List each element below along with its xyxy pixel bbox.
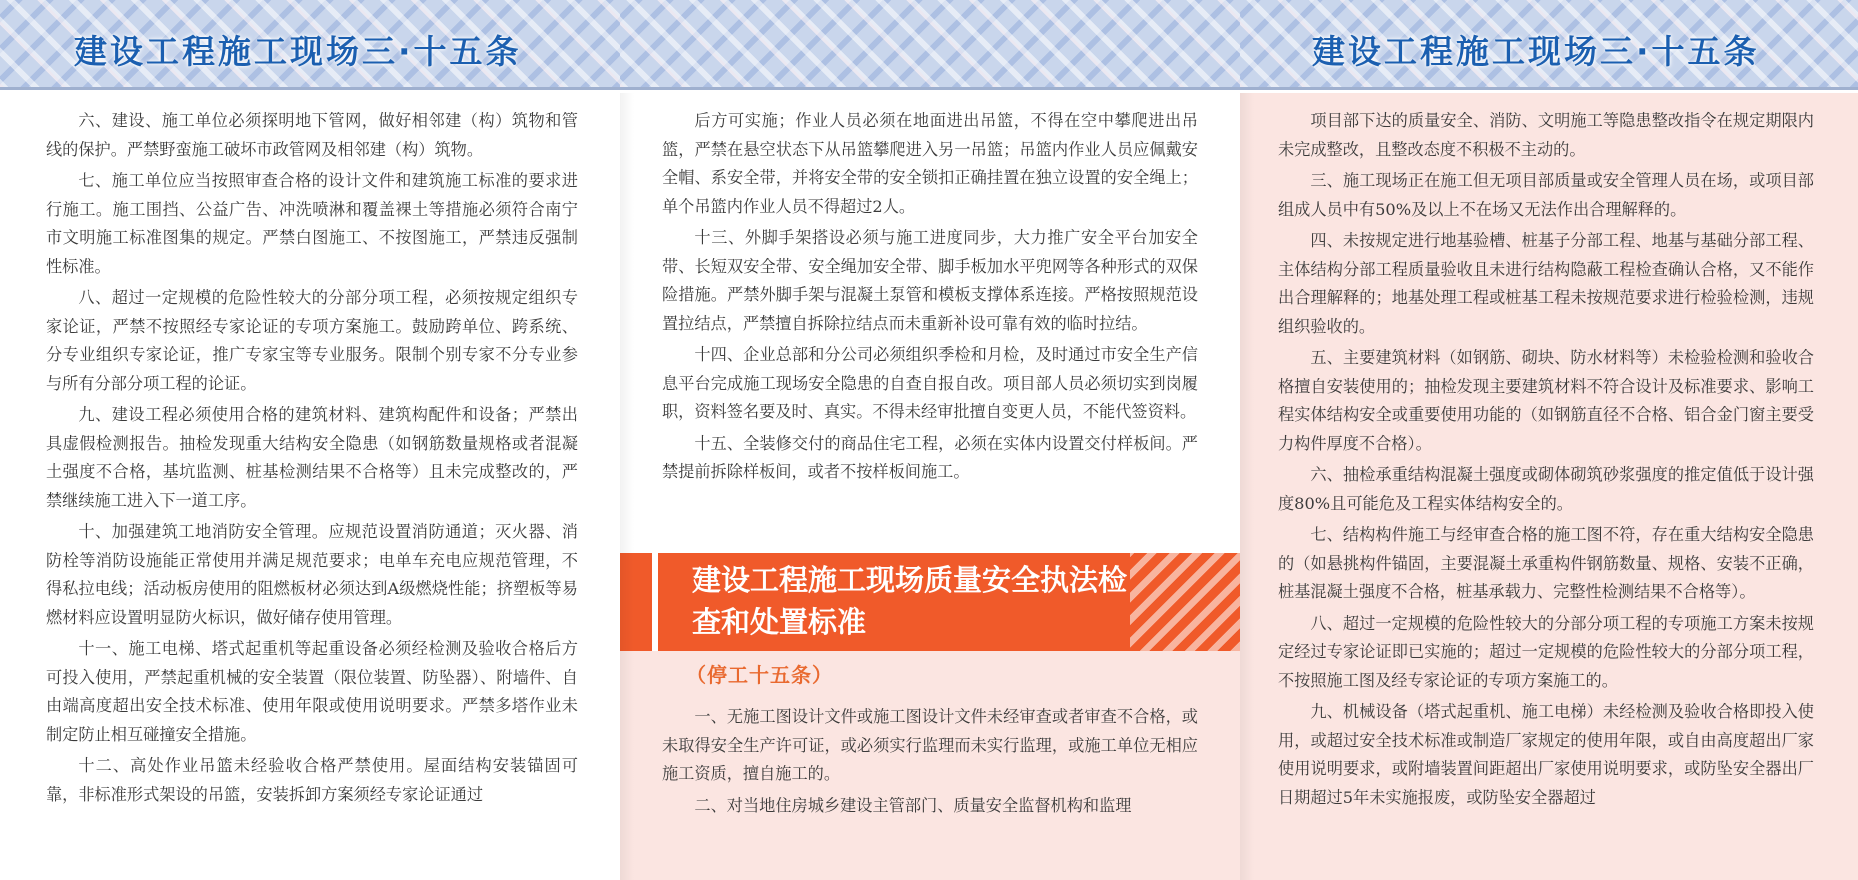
panel-middle — [620, 93, 1240, 880]
paragraph: 六、建设、施工单位必须探明地下管网，做好相邻建（构）筑物和管线的保护。严禁野蛮施工破坏市政管网及相邻建（构）筑物。 — [46, 111, 578, 159]
top-banner-left — [0, 0, 620, 90]
paragraph: 六、抽检承重结构混凝土强度或砌体砌筑砂浆强度的推定值低于设计强度80%且可能危及工程实体结构安全的。 — [1278, 465, 1814, 513]
paragraph: 九、机械设备（塔式起重机、施工电梯）未经检测及验收合格即投入使用，或超过安全技术标准或制造厂家规定的使用年限，或自由高度超出厂家使用说明要求，或附墙装置间距超出厂家使用说明要求，或防坠安全器出厂日期超过5年未实施报废，或防坠安全器超过 — [1278, 702, 1814, 807]
heading-accent-strip — [652, 553, 658, 651]
banner-title-right: 建设工程施工现场三·十五条 — [1312, 32, 1760, 71]
paragraph: 十、加强建筑工地消防安全管理。应规范设置消防通道；灭火器、消防栓等消防设施能正常使用并满足规范要求；电单车充电应规范管理，不得私拉电线；活动板房使用的阻燃板材必须达到A级燃烧性能；挤塑板等易燃材料应设置明显防火标识，做好储存使用管理。 — [46, 522, 578, 627]
paragraph: 八、超过一定规模的危险性较大的分部分项工程，必须按规定组织专家论证，严禁不按照经专家论证的专项方案施工。鼓励跨单位、跨系统、分专业组织专家论证，推广专家宝等专业服务。限制个别专家不分专业参与所有分部分项工程的论证。 — [46, 288, 578, 393]
paragraph: 一、无施工图设计文件或施工图设计文件未经审查或者审查不合格，或未取得安全生产许可证，或必须实行监理而未实行监理，或施工单位无相应施工资质，擅自施工的。 — [662, 707, 1198, 783]
paragraph: 十一、施工电梯、塔式起重机等起重设备必须经检测及验收合格后方可投入使用，严禁起重机械的安全装置（限位装置、防坠器）、附墙件、自由端高度超出安全技术标准、使用年限或使用说明要求。严禁多塔作业未制定防止相互碰撞安全措施。 — [46, 639, 578, 744]
top-banner-right — [1240, 0, 1858, 90]
panel-middle-text-bottom — [662, 703, 1198, 823]
paragraph: 九、建设工程必须使用合格的建筑材料、建筑构配件和设备；严禁出具虚假检测报告。抽检发现重大结构安全隐患（如钢筋数量规格或者混凝土强度不合格，基坑监测、桩基检测结果不合格等）且未完成整改的，严禁继续施工进入下一道工序。 — [46, 405, 578, 510]
paragraph: 五、主要建筑材料（如钢筋、砌块、防水材料等）未检验检测和验收合格擅自安装使用的；抽检发现主要建筑材料不符合设计及标准要求、影响工程实体结构安全或重要使用功能的（如钢筋直径不合格、铝合金门窗主要受力构件厚度不合格）。 — [1278, 348, 1814, 453]
banner-title-left: 建设工程施工现场三·十五条 — [74, 32, 522, 71]
paragraph: 七、结构构件施工与经审查合格的施工图不符，存在重大结构安全隐患的（如悬挑构件锚固，主要混凝土承重构件钢筋数量、规格、安装不正确，桩基混凝土强度不合格，桩基承载力、完整性检测结果不合格等）。 — [1278, 525, 1814, 601]
paragraph: 十三、外脚手架搭设必须与施工进度同步，大力推广安全平台加安全带、长短双安全带、安全绳加安全带、脚手板加水平兜网等各种形式的双保险措施。严禁外脚手架与混凝土泵管和模板支撑体系连接。严格按照规范设置拉结点，严禁擅自拆除拉结点而未重新补设可靠有效的临时拉结。 — [662, 228, 1198, 333]
fold-shadow — [1240, 93, 1254, 880]
panel-middle-text-top — [662, 107, 1198, 490]
panel-left-text — [46, 107, 578, 812]
section-heading-block — [620, 553, 1240, 651]
paragraph: 三、施工现场正在施工但无项目部质量或安全管理人员在场，或项目部组成人员中有50%及以上不在场又无法作出合理解释的。 — [1278, 171, 1814, 219]
paragraph: 四、未按规定进行地基验槽、桩基子分部工程、地基与基础分部工程、主体结构分部工程质量验收且未进行结构隐蔽工程检查确认合格，又不能作出合理解释的；地基处理工程或桩基工程未按规范要求进行检验检测，违规组织验收的。 — [1278, 231, 1814, 336]
top-banner-middle — [620, 0, 1240, 90]
paragraph: 十二、高处作业吊篮未经验收合格严禁使用。屋面结构安装锚固可靠，非标准形式架设的吊篮，安装拆卸方案须经专家论证通过 — [46, 756, 578, 804]
paragraph: 项目部下达的质量安全、消防、文明施工等隐患整改指令在规定期限内未完成整改，且整改态度不积极不主动的。 — [1278, 111, 1814, 159]
paragraph: 后方可实施；作业人员必须在地面进出吊篮，不得在空中攀爬进出吊篮，严禁在悬空状态下从吊篮攀爬进入另一吊篮；吊篮内作业人员应佩戴安全帽、系安全带，并将安全带的安全锁扣正确挂置在独立设置的安全绳上；单个吊篮内作业人员不得超过2人。 — [662, 111, 1198, 216]
section-subheading: （停工十五条） — [686, 663, 833, 687]
panel-right-text — [1278, 107, 1814, 815]
panel-left — [0, 93, 620, 880]
section-heading: 建设工程施工现场质量安全执法检查和处置标准 — [692, 563, 1128, 639]
paragraph: 八、超过一定规模的危险性较大的分部分项工程的专项施工方案未按规定经过专家论证即已实施的；超过一定规模的危险性较大的分部分项工程，不按照施工图及经专家论证的专项方案施工的。 — [1278, 613, 1814, 690]
fold-shadow — [620, 93, 634, 880]
paragraph: 七、施工单位应当按照审查合格的设计文件和建筑施工标准的要求进行施工。施工围挡、公益广告、冲洗喷淋和覆盖裸土等措施必须符合南宁市文明施工标准图集的规定。严禁白图施工、不按图施工，严禁违反强制性标准。 — [46, 171, 578, 276]
paragraph: 十五、全装修交付的商品住宅工程，必须在实体内设置交付样板间。严禁提前拆除样板间，或者不按样板间施工。 — [662, 433, 1198, 481]
paragraph: 十四、企业总部和分公司必须组织季检和月检，及时通过市安全生产信息平台完成施工现场安全隐患的自查自报自改。项目部人员必须切实到岗履职，资料签名要及时、真实。不得未经审批擅自变更人员，不能代签资料。 — [662, 345, 1198, 421]
paragraph: 二、对当地住房城乡建设主管部门、质量安全监督机构和监理 — [694, 795, 1132, 815]
panel-right — [1240, 93, 1858, 880]
